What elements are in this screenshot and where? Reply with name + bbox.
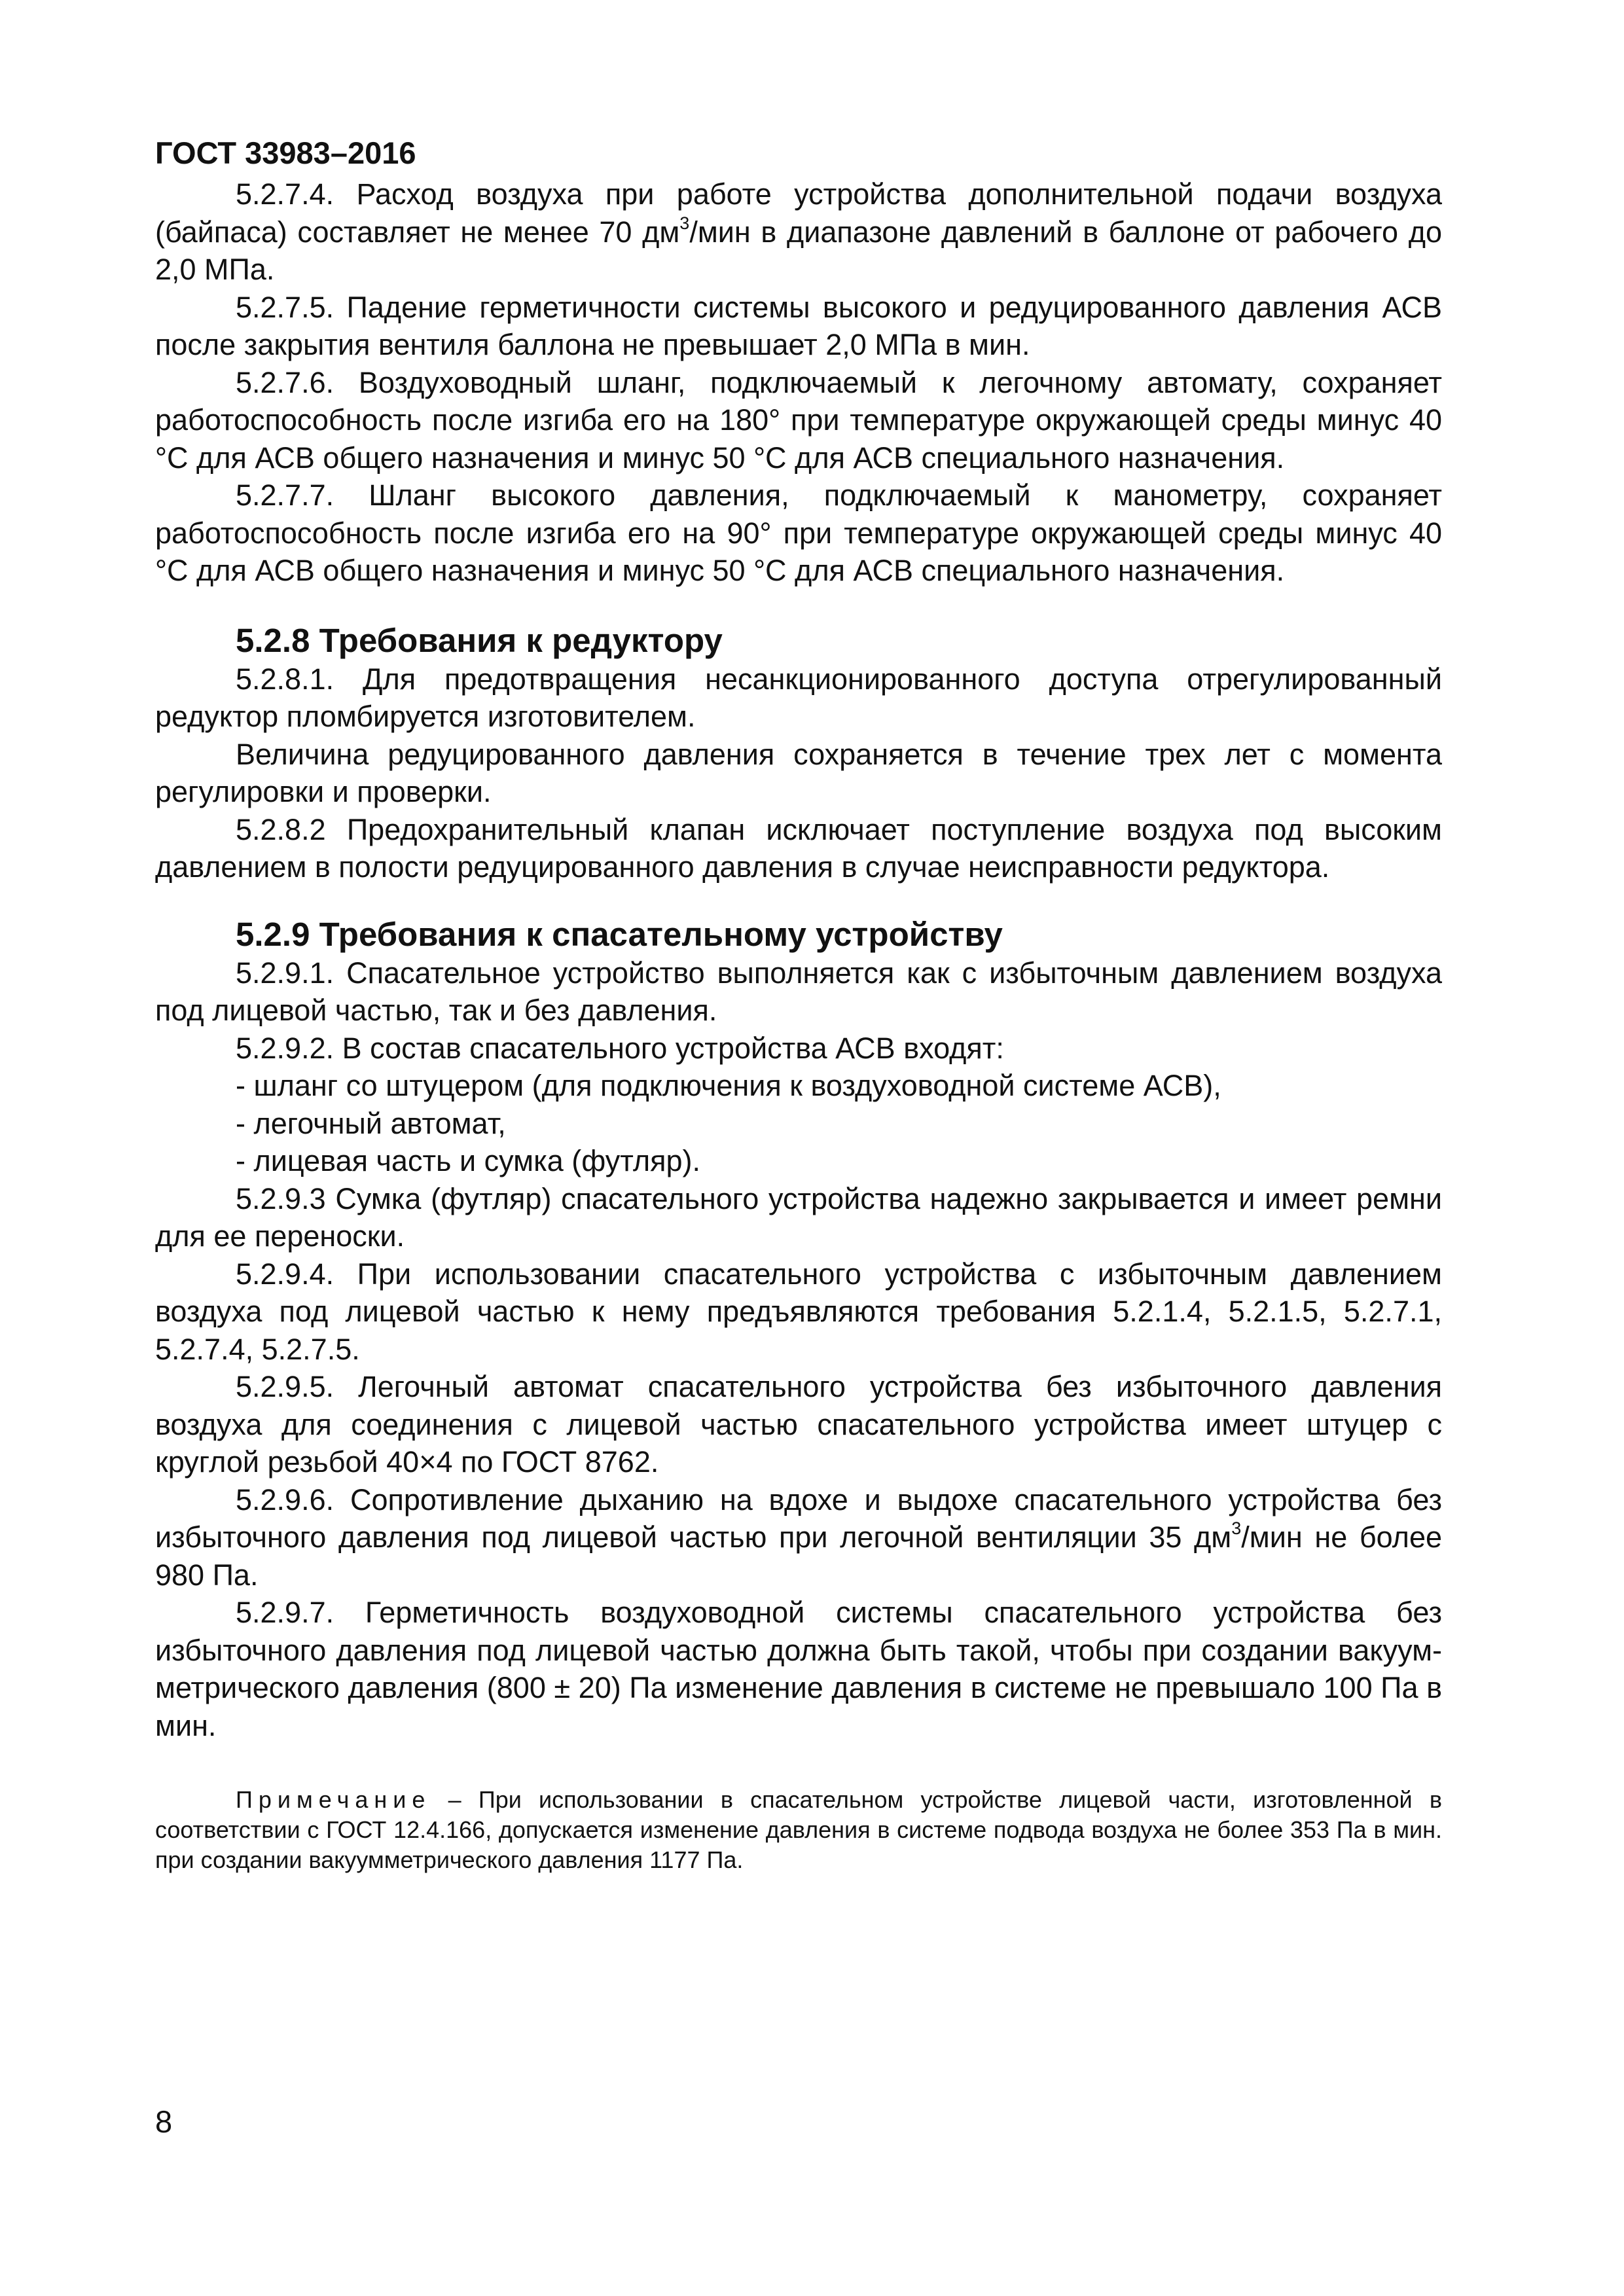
paragraph-5-2-8-2: 5.2.8.2 Предохранительный клапан исключает поступление воздуха под высоким давлением в полости редуцированного давления в случае неисправности редуктора.: [155, 812, 1442, 884]
paragraph-5-2-7-7: 5.2.7.7. Шланг высокого давления, подключаемый к манометру, сохраняет работоспособность после изгиба его на 90° при температуре окружающей среды минус 40 °С для АСВ общего назначения и минус 50 °С для АСВ специального назначения.: [155, 478, 1442, 587]
section-heading-5-2-9: 5.2.9 Требования к спасательному устройству: [236, 915, 1003, 953]
note-label: Примечание: [236, 1786, 431, 1813]
note-text: – При использовании в спасательном устройстве лицевой части, изготовленной в соответствии с ГОСТ 12.4.166, допускается изменение давления в системе подвода воздуха не более 353 Па в мин. при создании вакуумметрического давления 1177 Па.: [155, 1786, 1442, 1873]
note: [155, 1785, 1442, 1875]
paragraph-reduced-pressure: Величина редуцированного давления сохраняется в течение трех лет с момента регулировки и проверки.: [155, 737, 1442, 808]
paragraph-5-2-9-1: 5.2.9.1. Спасательное устройство выполняется как с избыточным давлением воздуха под лицевой частью, так и без давления.: [155, 956, 1442, 1027]
paragraph-5-2-9-3: 5.2.9.3 Сумка (футляр) спасательного устройства надежно закрывается и имеет ремни для ее переноски.: [155, 1181, 1442, 1253]
superscript: 3: [679, 213, 690, 233]
paragraph-5-2-9-6: [155, 1481, 1442, 1594]
paragraph-5-2-9-2: 5.2.9.2. В состав спасательного устройства АСВ входят:: [236, 1031, 1004, 1065]
document-page: [155, 134, 1442, 1899]
paragraph-5-2-9-4: 5.2.9.4. При использовании спасательного устройства с избыточным давлением воздуха под лицевой частью к нему предъявляются требования 5.2.1.4, 5.2.1.5, 5.2.7.1, 5.2.7.4, 5.2.7.5.: [155, 1257, 1442, 1366]
paragraph-5-2-7-4: [155, 175, 1442, 289]
paragraph-5-2-7-4-text-end: /мин в диапазоне давлений в баллоне от рабочего до 2,0 МПа.: [155, 215, 1442, 286]
section-heading-5-2-8: 5.2.8 Требования к редуктору: [236, 621, 723, 659]
paragraph-5-2-9-6-text: 5.2.9.6. Сопротивление дыханию на вдохе и выдохе спасательного устройства без избыточного давления под лицевой частью при легочной вентиляции 35 дм: [155, 1482, 1442, 1554]
paragraph-5-2-9-6-text-end: /мин не более 980 Па.: [155, 1520, 1442, 1592]
paragraph-5-2-7-5: 5.2.7.5. Падение герметичности системы высокого и редуцированного давления АСВ после закрытия вентиля баллона не превышает 2,0 МПа в мин.: [155, 290, 1442, 361]
paragraph-5-2-8-1: 5.2.8.1. Для предотвращения несанкционированного доступа отрегулированный редуктор пломбируется изготовителем.: [155, 662, 1442, 733]
paragraph-5-2-7-6: 5.2.7.6. Воздуховодный шланг, подключаемый к легочному автомату, сохраняет работоспособность после изгиба его на 180° при температуре окружающей среды минус 40 °С для АСВ общего назначения и минус 50 °С для АСВ специального назначения.: [155, 365, 1442, 475]
list-item: - лицевая часть и сумка (футляр).: [236, 1144, 701, 1177]
paragraph-5-2-9-7: 5.2.9.7. Герметичность воздуховодной системы спасательного устройства без избыточного давления под лицевой частью должна быть такой, чтобы при создании вакуум-метрического давления (800 ± 20) Па изменение давления в системе не превышало 100 Па в мин.: [155, 1596, 1442, 1742]
paragraph-5-2-7-4-text: 5.2.7.4. Расход воздуха при работе устройства дополнительной подачи воздуха (байпаса) составляет не менее 70 дм: [155, 177, 1442, 249]
list-item: - легочный автомат,: [236, 1106, 506, 1140]
paragraph-5-2-9-5: 5.2.9.5. Легочный автомат спасательного устройства без избыточного давления воздуха для соединения с лицевой частью спасательного устройства имеет штуцер с круглой резьбой 40×4 по ГОСТ 8762.: [155, 1370, 1442, 1479]
page-number: 8: [155, 2104, 173, 2139]
superscript: 3: [1231, 1518, 1242, 1538]
document-header: ГОСТ 33983–2016: [155, 135, 416, 170]
list-item: - шланг со штуцером (для подключения к воздуховодной системе АСВ),: [236, 1069, 1221, 1102]
